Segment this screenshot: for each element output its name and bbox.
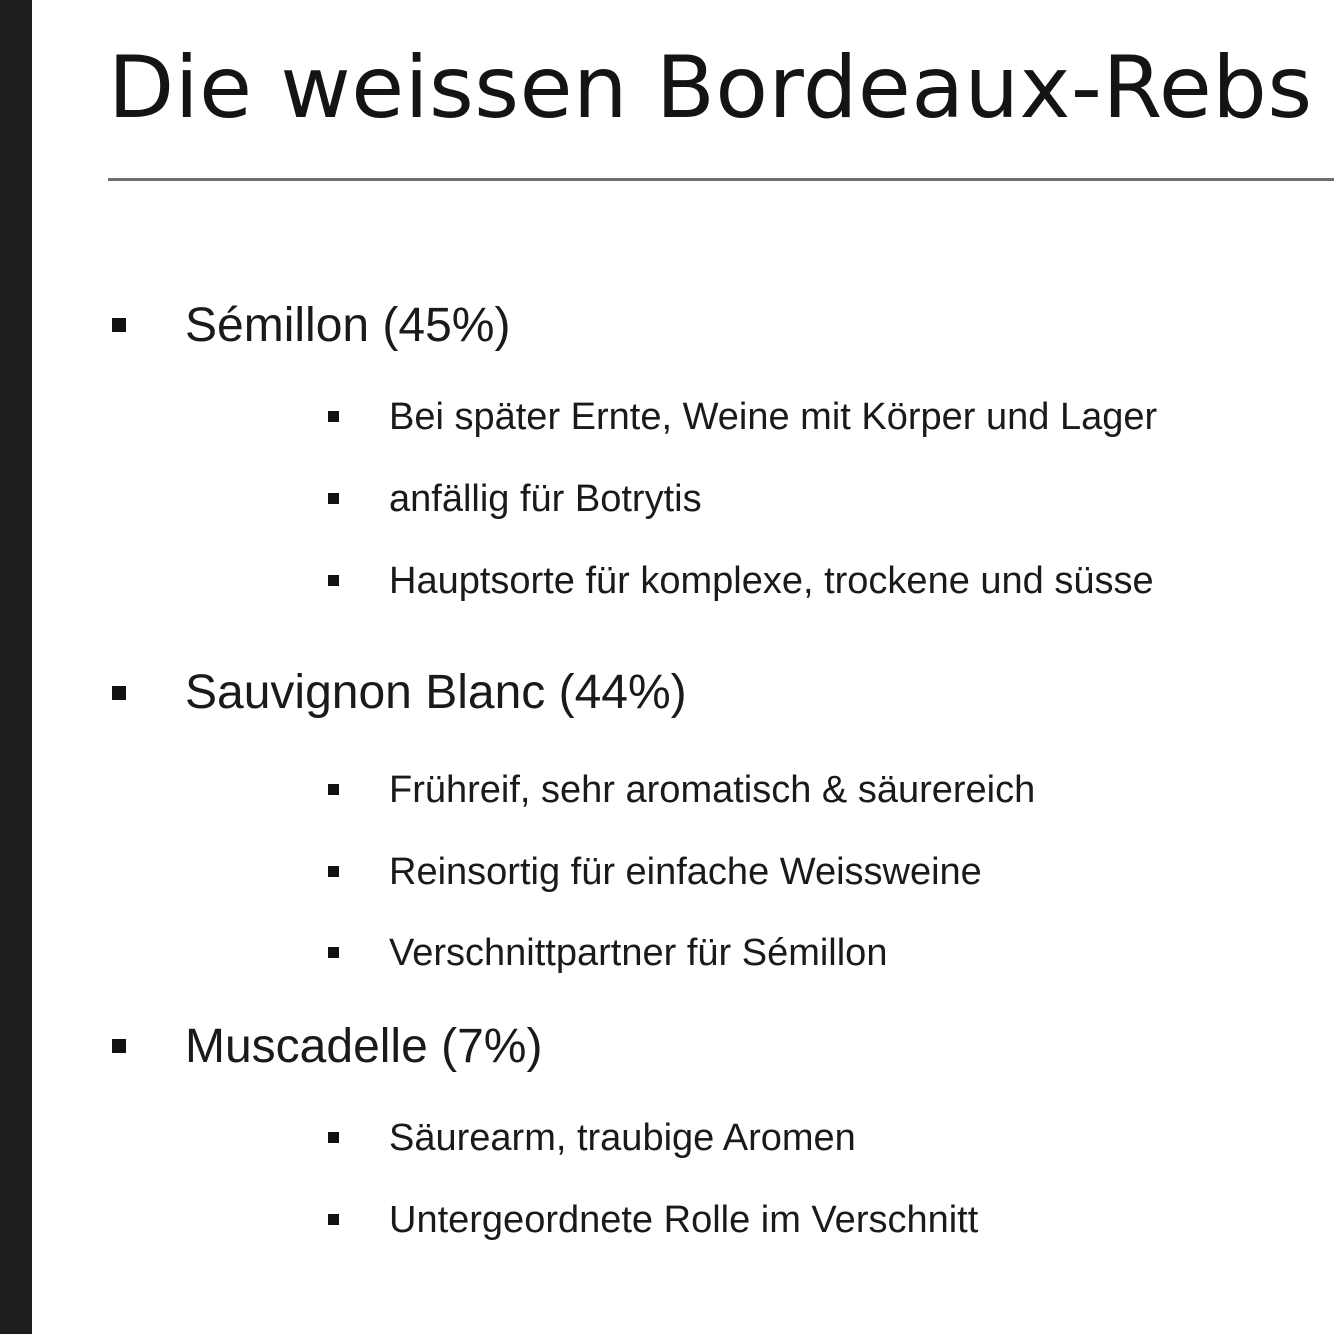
square-bullet-icon	[328, 493, 339, 504]
sub-bullet-text: Frühreif, sehr aromatisch & säurereich	[389, 769, 1036, 811]
bullet-heading-sauvignon-blanc: Sauvignon Blanc (44%)	[185, 666, 687, 719]
window-edge-bar	[0, 0, 32, 1334]
square-bullet-icon	[112, 686, 126, 700]
sub-bullet-text: Säurearm, traubige Aromen	[389, 1117, 856, 1159]
square-bullet-icon	[328, 575, 339, 586]
sub-bullet-text: Reinsortig für einfache Weissweine	[389, 851, 982, 893]
sub-bullet-text: Verschnittpartner für Sémillon	[389, 932, 888, 974]
square-bullet-icon	[112, 318, 126, 332]
square-bullet-icon	[328, 784, 339, 795]
sub-bullet-text: Bei später Ernte, Weine mit Körper und Lager	[389, 396, 1158, 438]
square-bullet-icon	[328, 866, 339, 877]
sub-bullet-text: Untergeordnete Rolle im Verschnitt	[389, 1199, 979, 1241]
bullet-heading-semillon: Sémillon (45%)	[185, 299, 511, 352]
sub-bullet-text: Hauptsorte für komplexe, trockene und süsse	[389, 560, 1154, 602]
slide-title: Die weissen Bordeaux-Rebs	[108, 38, 1313, 138]
square-bullet-icon	[328, 1214, 339, 1225]
square-bullet-icon	[112, 1039, 126, 1053]
bullet-heading-muscadelle: Muscadelle (7%)	[185, 1020, 543, 1073]
square-bullet-icon	[328, 411, 339, 422]
title-divider	[108, 178, 1334, 181]
square-bullet-icon	[328, 947, 339, 958]
sub-bullet-text: anfällig für Botrytis	[389, 478, 702, 520]
square-bullet-icon	[328, 1132, 339, 1143]
